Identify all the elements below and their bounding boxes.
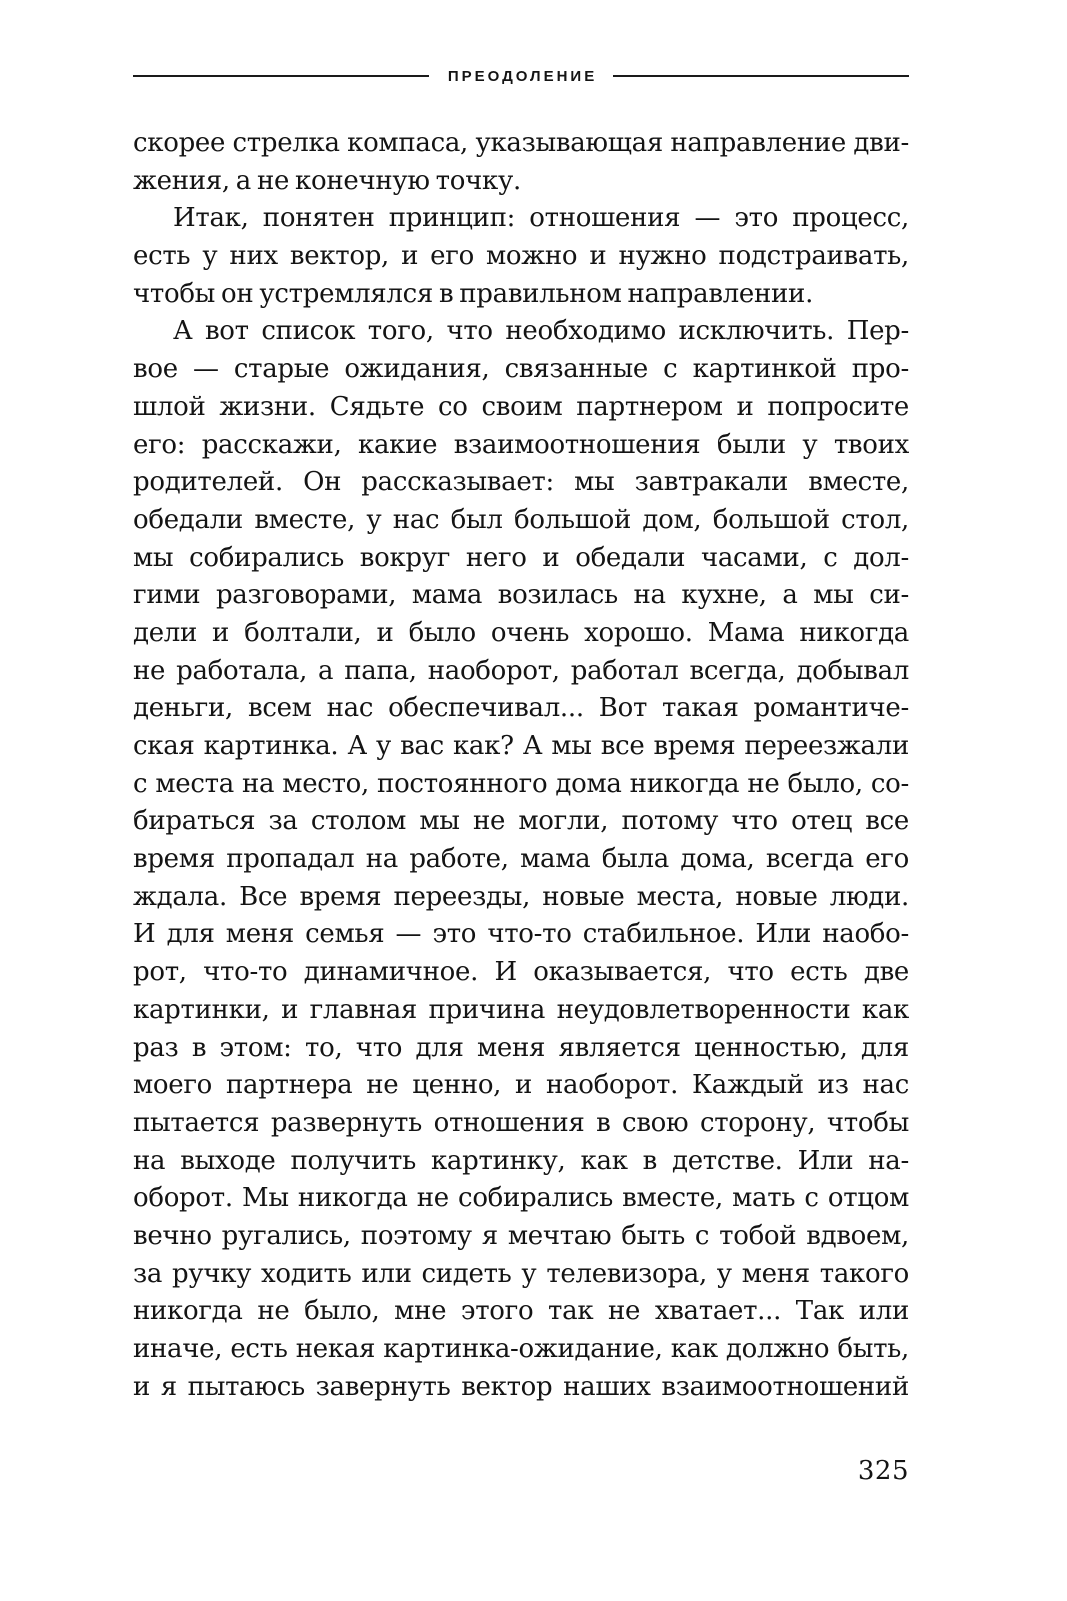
text-line: родителей. Он рассказывает: мы завтракали вместе, [133,467,909,498]
running-head-rule-left [133,75,429,77]
page-number: 325 [857,1456,909,1486]
text-line: оборот. Мы никогда не собирались вместе, мать с отцом [133,1183,909,1214]
text-line: шлой жизни. Сядьте со своим партнером и попросите [133,391,909,422]
text-line: за ручку ходить или сидеть у телевизора, у меня такого [133,1258,909,1289]
running-head-rule-right [613,75,909,77]
text-line: бираться за столом мы не могли, потому что отец все [133,806,909,837]
text-line: пытается развернуть отношения в свою сторону, чтобы [133,1107,909,1138]
text-line: вечно ругались, поэтому я мечтаю быть с тобой вдвоем, [133,1220,909,1251]
text-line: раз в этом: то, что для меня является ценностью, для [133,1032,909,1063]
text-line: И для меня семья — это что-то стабильное. Или наобо- [133,919,909,950]
text-line: время пропадал на работе, мама была дома, всегда его [133,844,909,875]
text-line: иначе, есть некая картинка-ожидание, как должно быть, [133,1334,909,1364]
text-line: с места на место, постоянного дома никогда не было, со- [133,768,909,799]
text-line: жения, а не конечную точку. [133,165,521,196]
text-line: мы собирались вокруг него и обедали часами, с дол- [133,542,909,573]
text-line: вое — старые ожидания, связанные с картинкой про- [133,354,909,385]
text-line: скорее стрелка компаса, указывающая направление дви- [133,128,909,158]
text-line: Итак, понятен принцип: отношения — это процесс, [173,203,909,234]
text-line: гими разговорами, мама возилась на кухне, а мы си- [133,580,909,611]
text-line: ждала. Все время переезды, новые места, новые люди. [133,881,909,912]
running-head-title: ПРЕОДОЛЕНИЕ [447,67,598,85]
text-line: дели и болтали, и было очень хорошо. Мама никогда [133,617,909,648]
text-line: не работала, а папа, наоборот, работал всегда, добывал [133,655,909,686]
text-line: и я пытаюсь завернуть вектор наших взаимоотношений [133,1371,909,1402]
text-line: на выходе получить картинку, как в детстве. Или на- [133,1145,909,1176]
text-line: никогда не было, мне этого так не хватает... Так или [133,1296,909,1327]
text-line: ская картинка. А у вас как? А мы все время переезжали [133,731,909,761]
text-line: моего партнера не ценно, и наоборот. Каждый из нас [133,1070,909,1101]
text-line: обедали вместе, у нас был большой дом, большой стол, [133,504,909,535]
body-text [133,125,909,1406]
text-line: есть у них вектор, и его можно и нужно подстраивать, [133,241,909,272]
text-line: его: расскажи, какие взаимоотношения были у твоих [133,429,909,460]
text-line: А вот список того, что необходимо исключить. Пер- [173,316,909,347]
text-line: рот, что-то динамичное. И оказывается, что есть две [133,957,909,988]
text-line: деньги, всем нас обеспечивал... Вот такая романтиче- [133,693,909,724]
text-line: картинки, и главная причина неудовлетворенности как [133,994,909,1025]
running-head [133,60,909,92]
text-line: чтобы он устремлялся в правильном направлении. [133,278,814,309]
